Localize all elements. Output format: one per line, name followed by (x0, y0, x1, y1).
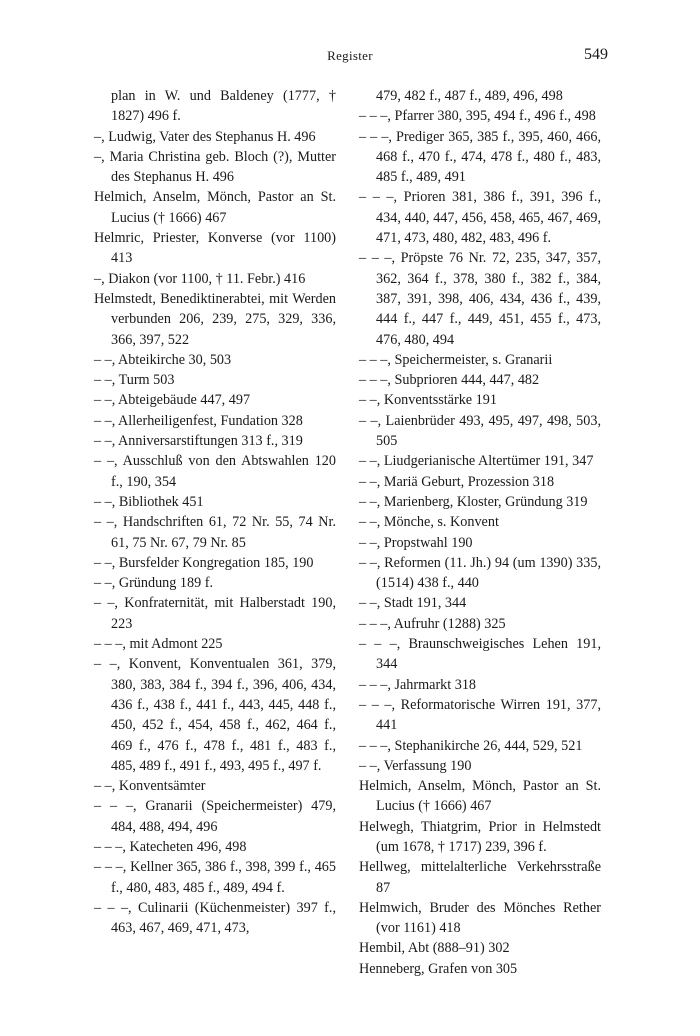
index-entry: – –, Marienberg, Kloster, Gründung 319 (359, 493, 588, 510)
index-entry: – –, Konvent, Konventualen 361, 379, 380, 383, 384 f., 394 f., 396, 406, 434, 436 f., 438 f., 441 f., 443, 445, 448 f., 450, 452 f., 454, 458 f., 462, 464 f., 469 f., 476 f., 478 f., 481 f., 483 f., 485, 489 f., 491 f., 493, 495 f., 497 f. (94, 656, 336, 774)
index-entry: –, Diakon (vor 1100, † 11. Febr.) 416 (94, 270, 306, 287)
index-entry: – –, Ausschluß von den Abtswahlen 120 f., 190, 354 (94, 453, 336, 490)
index-entry: – –, Turm 503 (94, 372, 175, 389)
index-entry: – – –, Pfarrer 380, 395, 494 f., 496 f., 498 (359, 108, 596, 125)
index-entry: –, Maria Christina geb. Bloch (?), Mutter des Stephanus H. 496 (94, 148, 336, 186)
index-entry: Helwegh, Thiatgrim, Prior in Helmstedt (um 1678, † 1717) 239, 396 f. (359, 818, 601, 855)
index-column-right (359, 86, 601, 979)
index-entry: – –, Stadt 191, 344 (359, 595, 467, 612)
index-entry: – – –, Braunschweigisches Lehen 191, 344 (359, 636, 601, 673)
index-entry: – –, Propstwahl 190 (359, 534, 473, 551)
index-entry: – – –, Granarii (Speichermeister) 479, 484, 488, 494, 496 (94, 798, 336, 835)
index-entry: – – –, Prediger 365, 385 f., 395, 460, 466, 468 f., 470 f., 474, 478 f., 480 f., 483, 485 f., 489, 491 (359, 128, 601, 186)
index-entry: Henneberg, Grafen von 305 (359, 960, 518, 977)
index-column-left (94, 86, 336, 938)
index-entry: plan in W. und Baldeney (1777, † 1827) 496 f. (111, 88, 336, 125)
index-entry: – – –, Katecheten 496, 498 (94, 838, 247, 855)
index-entry: – –, Konventsämter (94, 778, 206, 795)
index-entry: – –, Reformen (11. Jh.) 94 (um 1390) 335, (1514) 438 f., 440 (359, 554, 601, 592)
index-entry: Helmstedt, Benediktinerabtei, mit Werden verbunden 206, 239, 275, 329, 336, 366, 397, 522 (94, 290, 336, 348)
index-entry: – –, Abteigebäude 447, 497 (94, 392, 251, 409)
index-entry: Helmich, Anselm, Mönch, Pastor an St. Lucius († 1666) 467 (359, 778, 601, 815)
index-entry: – –, Anniversarstiftungen 313 f., 319 (94, 433, 303, 450)
index-entry: – –, Laienbrüder 493, 495, 497, 498, 503, 505 (359, 412, 601, 450)
index-entry: – –, Konventsstärke 191 (359, 392, 497, 409)
index-entry: – –, Bursfelder Kongregation 185, 190 (94, 554, 314, 571)
index-entry: – –, Allerheiligenfest, Fundation 328 (94, 412, 303, 429)
index-entry: – – –, Aufruhr (1288) 325 (359, 615, 506, 632)
index-entry: – – –, Pröpste 76 Nr. 72, 235, 347, 357, 362, 364 f., 378, 380 f., 382 f., 384, 387, 391, 398, 406, 434, 436 f., 439, 444 f., 447 f., 449, 451, 455 f., 473, 476, 480, 494 (359, 250, 601, 348)
index-entry: – –, Mariä Geburt, Prozession 318 (359, 473, 555, 490)
index-entry: – – –, Prioren 381, 386 f., 391, 396 f., 434, 440, 447, 456, 458, 465, 467, 469, 471, 473, 480, 482, 483, 496 f. (359, 189, 601, 247)
index-entry: – –, Verfassung 190 (359, 757, 472, 774)
page-number: 549 (584, 46, 608, 63)
index-entry: – –, Gründung 189 f. (94, 575, 214, 592)
index-entry: – –, Bibliothek 451 (94, 493, 204, 510)
index-entry: – –, Liudgerianische Altertümer 191, 347 (359, 453, 594, 470)
index-entry: – – –, Stephanikirche 26, 444, 529, 521 (359, 737, 583, 754)
index-entry: – – –, Kellner 365, 386 f., 398, 399 f., 465 f., 480, 483, 485 f., 489, 494 f. (94, 859, 336, 896)
index-entry: – – –, Jahrmarkt 318 (359, 676, 477, 693)
index-entry: – –, Konfraternität, mit Halberstadt 190, 223 (94, 595, 336, 632)
index-entry: Helmric, Priester, Konverse (vor 1100) 413 (94, 230, 336, 267)
index-entry: – – –, Subprioren 444, 447, 482 (359, 372, 540, 389)
index-entry: – –, Abteikirche 30, 503 (94, 351, 232, 368)
index-entry: – – –, Reformatorische Wirren 191, 377, 441 (359, 696, 601, 734)
index-entry: – –, Mönche, s. Konvent (359, 514, 499, 531)
running-head (0, 48, 700, 68)
index-entry: – – –, Culinarii (Küchenmeister) 397 f., 463, 467, 469, 471, 473, (94, 899, 336, 937)
index-entry: –, Ludwig, Vater des Stephanus H. 496 (94, 128, 316, 145)
index-entry: Helmwich, Bruder des Mönches Rether (vor 1161) 418 (359, 899, 601, 937)
index-entry: 479, 482 f., 487 f., 489, 496, 498 (376, 88, 563, 104)
index-entry: Hellweg, mittelalterliche Verkehrsstraße 87 (359, 859, 601, 896)
running-title: Register (327, 48, 373, 63)
index-entry: – – –, Speichermeister, s. Granarii (359, 351, 553, 368)
index-entry: Helmich, Anselm, Mönch, Pastor an St. Lucius († 1666) 467 (94, 189, 336, 226)
index-entry: Hembil, Abt (888–91) 302 (359, 940, 510, 957)
index-entry: – –, Handschriften 61, 72 Nr. 55, 74 Nr. 61, 75 Nr. 67, 79 Nr. 85 (94, 514, 336, 551)
index-entry: – – –, mit Admont 225 (94, 636, 223, 653)
